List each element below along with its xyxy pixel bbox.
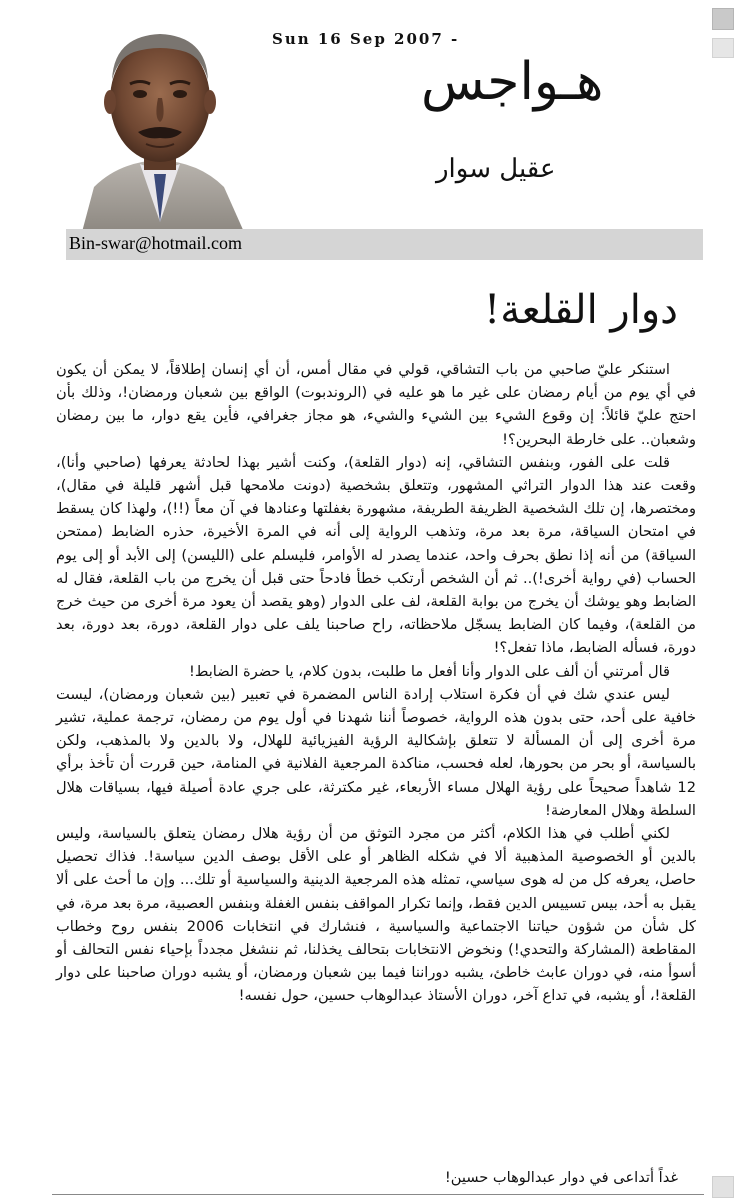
article-paragraph: لكني أطلب في هذا الكلام، أكثر من مجرد التوثق من أن رؤية هلال رمضان يتعلق بالسياسة، وليس بالدين أو الخصوصية المذهبية ألا في شكله الظاهر أو على الأقل بوصف الدين سياسة!. فذاك تحصيل حاصل، يعرفه كل من له هوى سياسي، تمثله هذه المرجعية الدينية والسياسية أو تلك... وإن ما أحث على ألا يقبل به أحد، بيس تسييس الدين فقط، وإنما تكرار المواقف بنفس الغفلة وبنفس العصبية، مرة بعد مرة، في كل شأن من شؤون حياتنا الاجتماعية والسياسية ، فنشارك في انتخابات 2006 بنفس روح وخطاب المقاطعة (المشاركة والتحدي!) ونخوض الانتخابات بتحالف يخذلنا، ثم ننشغل مجدداً بإحياء نفس التحالف أو أسوأ منه، في دوران عابث خاطئ، يشبه دوراننا فيما بين شعبان ورمضان، أو يشبه دوران صاحبنا على دوار القلعة!، أو يشبه، في تداع آخر، دوران الأستاذ عبدالوهاب حسين، حول نفسه!	[56, 825, 696, 1005]
article-closing-line: غداً أتداعى في دوار عبدالوهاب حسين!	[444, 1169, 678, 1186]
article-paragraph: ليس عندي شك في أن فكرة استلاب إرادة الناس المضمرة في تعبير (بين شعبان ورمضان)، ليست خافية على أحد، حتى بدون هذه الرواية، خصوصاً أننا شهدنا في أول يوم من رمضان، ترجمة عملية، تشير مرة أخرى إلى أن المسألة لا تتعلق بإشكالية الرؤية الفيزيائية للهلال، ولا بالدين ولا بالمذهب، ولكن بالسياسة، أو بحر من بحورها، لعله فحسب، مناكدة المرجعية الفلانية في المنامة، حين قررت أن تأخذ برأي 12 شاهداً صحيحاً على رؤية الهلال مساء الأربعاء، غير مكترثة، على جري عادة أصيلة فيها، بسياقات هلال السلطة وهلال المعارضة!	[56, 685, 696, 819]
article-body	[56, 358, 696, 1008]
author-portrait-image	[74, 22, 246, 232]
scroll-down-button[interactable]	[712, 1176, 734, 1198]
article-paragraph: قال أمرتني أن ألف على الدوار وأنا أفعل ما طلبت، بدون كلام، يا حضرة الضابط!	[189, 662, 670, 680]
scrollbar[interactable]	[706, 0, 740, 1199]
article-title: دوار القلعة!	[484, 287, 678, 333]
column-title: هـواجس	[421, 52, 604, 112]
scroll-up-button[interactable]	[712, 8, 734, 30]
footer-divider	[52, 1194, 704, 1195]
scroll-thumb[interactable]	[712, 38, 734, 58]
article-paragraph: قلت على الفور، وبنفس التشاقي، إنه (دوار القلعة)، وكنت أشير بهذا لحادثة يعرفها (صاحبي وأنا)، وقعت عند هذا الدوار التراثي المشهور، وتتعلق بشخصية (دونت ملامحها قبل أشهر قليلة في مقال)، ومختصرها، إن تلك الشخصية الظريفة الطريفة، مشهورة بغفلتها وعنادها في آن معاً (!!)، ولهذا كان يسقط في امتحان السياقة، مرة بعد مرة، وتذهب الرواية إلى أنه في المرة الأخيرة، حذره الضابط (ممتحن السياقة) من أنه إذا نطق بحرف واحد، عندما يصدر له الأوامر، فليسلم على (الليسن) إلى الأبد أو إلى يوم الحساب (في رواية أخرى!).. ثم أن الشخص أرتكب خطأ فادحاً حتى قبل أن يخرج من باب القلعة، فقال له الضابط وهو يوشك أن يخرج من بوابة القلعة، لف على الدوار (وهو يقصد أن يعود مرة أخرى من حيث خرج من القلعة)، وفيما كان الضابط يسجّل ملاحظاته، راح صاحبنا يلف على دوار القلعة، دورة، بعد دورة، بعد دورة، فسأله الضابط، ماذا تفعل؟!	[56, 453, 696, 657]
author-email: Bin-swar@hotmail.com	[69, 233, 243, 253]
article-paragraph: استنكر عليّ صاحبي من باب التشاقي، قولي في مقال أمس، أن أي إنسان إطلاقاً، لا يمكن أن يكون في أي يوم من أيام رمضان على غير ما هو عليه في (الروندبوت) الواقع بين شعبان ورمضان!، وذلك بأن احتج عليّ قائلاً: إن وقوع الشيء بين الشيء والشيء، هو مجاز جغرافي، فأين يقع دوار، ما بين رمضان وشعبان.. على خارطة البحرين؟!	[56, 361, 696, 448]
author-name: عقيل سوار	[436, 154, 556, 184]
column-header	[66, 14, 703, 260]
author-email-bar	[66, 229, 703, 260]
publication-date: Sun 16 Sep 2007 -	[272, 30, 460, 48]
author-photo	[74, 22, 246, 232]
